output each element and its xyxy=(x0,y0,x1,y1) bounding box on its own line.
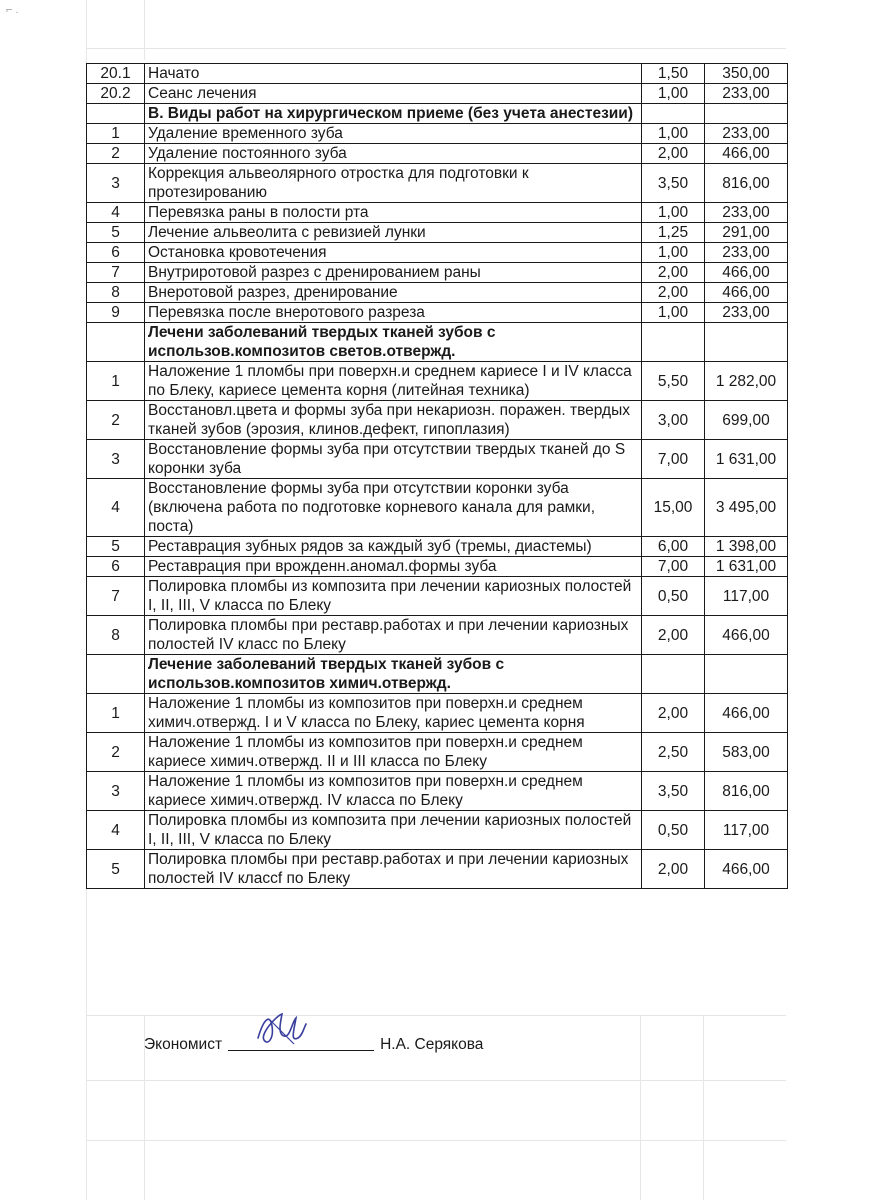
service-name-cell: Перевязка после внеротового разреза xyxy=(145,303,642,323)
price-cell: 117,00 xyxy=(705,577,788,616)
price-cell: 233,00 xyxy=(705,303,788,323)
service-name-cell: Реставрация при врожденн.аномал.формы зуба xyxy=(145,557,642,577)
price-cell: 1 631,00 xyxy=(705,557,788,577)
table-row xyxy=(87,557,788,577)
price-cell: 466,00 xyxy=(705,694,788,733)
table-row xyxy=(87,362,788,401)
service-name-cell: Восстановление формы зуба при отсутствии коронки зуба (включена работа по подготовке корневого канала для рамки, поста) xyxy=(145,479,642,537)
coefficient-cell: 0,50 xyxy=(642,811,705,850)
service-name-cell: Восстановл.цвета и формы зуба при некариозн. поражен. твердых тканей зубов (эрозия, клинов.дефект, гипоплазия) xyxy=(145,401,642,440)
coefficient-cell: 2,00 xyxy=(642,850,705,889)
service-name-cell: Удаление временного зуба xyxy=(145,124,642,144)
table-row xyxy=(87,537,788,557)
row-number-cell: 2 xyxy=(87,401,145,440)
service-name-cell: Наложение 1 пломбы из композитов при поверхн.и среднем химич.отвержд. I и V класса по Блеку, кариес цемента корня xyxy=(145,694,642,733)
coefficient-cell: 1,00 xyxy=(642,303,705,323)
service-name-cell: Лечени заболеваний твердых тканей зубов с использов.композитов светов.отвержд. xyxy=(145,323,642,362)
coefficient-cell: 1,00 xyxy=(642,124,705,144)
service-name-cell: Внеротовой разрез, дренирование xyxy=(145,283,642,303)
table-row xyxy=(87,694,788,733)
coefficient-cell: 7,00 xyxy=(642,440,705,479)
price-cell xyxy=(705,655,788,694)
coefficient-cell: 2,00 xyxy=(642,144,705,164)
handwritten-signature xyxy=(250,1008,310,1052)
service-name-cell: Лечение альвеолита с ревизией лунки xyxy=(145,223,642,243)
price-table xyxy=(86,63,788,889)
signature-block xyxy=(144,1030,483,1054)
price-table-body xyxy=(87,64,788,889)
service-name-cell: Перевязка раны в полости рта xyxy=(145,203,642,223)
table-row xyxy=(87,144,788,164)
price-cell: 291,00 xyxy=(705,223,788,243)
service-name-cell: Коррекция альвеолярного отростка для подготовки к протезированию xyxy=(145,164,642,203)
service-name-cell: Полировка пломбы при реставр.работах и при лечении кариозных полостей IV класс по Блеку xyxy=(145,616,642,655)
row-number-cell: 6 xyxy=(87,557,145,577)
price-cell: 466,00 xyxy=(705,283,788,303)
row-number-cell xyxy=(87,655,145,694)
price-cell xyxy=(705,323,788,362)
section-header-row xyxy=(87,323,788,362)
bleed-through-line xyxy=(703,1015,704,1200)
section-header-row xyxy=(87,655,788,694)
row-number-cell: 20.2 xyxy=(87,84,145,104)
coefficient-cell xyxy=(642,323,705,362)
row-number-cell: 9 xyxy=(87,303,145,323)
table-row xyxy=(87,64,788,84)
coefficient-cell xyxy=(642,104,705,124)
table-row xyxy=(87,164,788,203)
table-row xyxy=(87,577,788,616)
bleed-through-line xyxy=(86,48,786,49)
price-cell: 699,00 xyxy=(705,401,788,440)
row-number-cell: 7 xyxy=(87,263,145,283)
table-row xyxy=(87,283,788,303)
table-row xyxy=(87,850,788,889)
table-row xyxy=(87,772,788,811)
row-number-cell xyxy=(87,323,145,362)
service-name-cell: Удаление постоянного зуба xyxy=(145,144,642,164)
signatory-name: Н.А. Серякова xyxy=(380,1036,484,1053)
bleed-through-line xyxy=(640,1015,641,1200)
bleed-through-line xyxy=(86,1080,786,1081)
price-cell: 466,00 xyxy=(705,144,788,164)
price-cell: 1 282,00 xyxy=(705,362,788,401)
coefficient-cell: 1,25 xyxy=(642,223,705,243)
row-number-cell: 4 xyxy=(87,203,145,223)
bleed-through-mark: ⌐ . xyxy=(6,4,19,16)
coefficient-cell: 1,50 xyxy=(642,64,705,84)
table-row xyxy=(87,733,788,772)
table-row xyxy=(87,124,788,144)
row-number-cell: 8 xyxy=(87,283,145,303)
bleed-through-line xyxy=(86,1140,786,1141)
service-name-cell: Полировка пломбы при реставр.работах и при лечении кариозных полостей IV классf по Блеку xyxy=(145,850,642,889)
coefficient-cell: 7,00 xyxy=(642,557,705,577)
service-name-cell: Восстановление формы зуба при отсутствии твердых тканей до S коронки зуба xyxy=(145,440,642,479)
table-row xyxy=(87,84,788,104)
table-row xyxy=(87,479,788,537)
coefficient-cell: 2,00 xyxy=(642,694,705,733)
row-number-cell: 3 xyxy=(87,772,145,811)
coefficient-cell: 1,00 xyxy=(642,243,705,263)
table-row xyxy=(87,203,788,223)
signatory-title: Экономист xyxy=(144,1036,223,1053)
coefficient-cell: 2,00 xyxy=(642,283,705,303)
row-number-cell: 4 xyxy=(87,811,145,850)
table-row xyxy=(87,811,788,850)
service-name-cell: Остановка кровотечения xyxy=(145,243,642,263)
price-cell: 3 495,00 xyxy=(705,479,788,537)
price-cell: 1 398,00 xyxy=(705,537,788,557)
price-cell: 233,00 xyxy=(705,243,788,263)
row-number-cell: 8 xyxy=(87,616,145,655)
row-number-cell: 3 xyxy=(87,440,145,479)
coefficient-cell: 2,00 xyxy=(642,263,705,283)
row-number-cell: 5 xyxy=(87,537,145,557)
section-header-row xyxy=(87,104,788,124)
price-cell: 233,00 xyxy=(705,84,788,104)
service-name-cell: В. Виды работ на хирургическом приеме (без учета анестезии) xyxy=(145,104,642,124)
row-number-cell: 1 xyxy=(87,362,145,401)
service-name-cell: Наложение 1 пломбы из композитов при поверхн.и среднем кариесе химич.отвержд. IV класса по Блеку xyxy=(145,772,642,811)
row-number-cell xyxy=(87,104,145,124)
price-cell: 233,00 xyxy=(705,203,788,223)
bleed-through-line xyxy=(144,0,145,60)
price-cell: 466,00 xyxy=(705,850,788,889)
price-cell: 466,00 xyxy=(705,263,788,283)
row-number-cell: 5 xyxy=(87,850,145,889)
service-name-cell: Сеанс лечения xyxy=(145,84,642,104)
coefficient-cell: 1,00 xyxy=(642,203,705,223)
price-cell: 816,00 xyxy=(705,164,788,203)
row-number-cell: 7 xyxy=(87,577,145,616)
bleed-through-line xyxy=(86,1015,786,1016)
price-cell: 350,00 xyxy=(705,64,788,84)
coefficient-cell: 5,50 xyxy=(642,362,705,401)
row-number-cell: 2 xyxy=(87,144,145,164)
coefficient-cell: 3,50 xyxy=(642,164,705,203)
row-number-cell: 20.1 xyxy=(87,64,145,84)
price-cell: 583,00 xyxy=(705,733,788,772)
service-name-cell: Полировка пломбы из композита при лечении кариозных полостей I, II, III, V класса по Блеку xyxy=(145,577,642,616)
signature-line xyxy=(228,1030,374,1051)
service-name-cell: Полировка пломбы из композита при лечении кариозных полостей I, II, III, V класса по Блеку xyxy=(145,811,642,850)
row-number-cell: 2 xyxy=(87,733,145,772)
price-cell: 117,00 xyxy=(705,811,788,850)
service-name-cell: Лечение заболеваний твердых тканей зубов с использов.композитов химич.отвержд. xyxy=(145,655,642,694)
row-number-cell: 6 xyxy=(87,243,145,263)
coefficient-cell: 3,00 xyxy=(642,401,705,440)
price-cell xyxy=(705,104,788,124)
row-number-cell: 1 xyxy=(87,694,145,733)
price-cell: 233,00 xyxy=(705,124,788,144)
coefficient-cell: 2,50 xyxy=(642,733,705,772)
service-name-cell: Наложение 1 пломбы из композитов при поверхн.и среднем кариесе химич.отвержд. II и III класса по Блеку xyxy=(145,733,642,772)
price-cell: 1 631,00 xyxy=(705,440,788,479)
coefficient-cell: 0,50 xyxy=(642,577,705,616)
table-row xyxy=(87,263,788,283)
table-row xyxy=(87,223,788,243)
table-row xyxy=(87,243,788,263)
price-cell: 816,00 xyxy=(705,772,788,811)
service-name-cell: Наложение 1 пломбы при поверхн.и среднем кариесе I и IV класса по Блеку, кариесе цемента корня (литейная техника) xyxy=(145,362,642,401)
price-cell: 466,00 xyxy=(705,616,788,655)
coefficient-cell: 2,00 xyxy=(642,616,705,655)
service-name-cell: Внутриротовой разрез с дренированием раны xyxy=(145,263,642,283)
coefficient-cell xyxy=(642,655,705,694)
coefficient-cell: 3,50 xyxy=(642,772,705,811)
table-row xyxy=(87,401,788,440)
row-number-cell: 3 xyxy=(87,164,145,203)
coefficient-cell: 1,00 xyxy=(642,84,705,104)
row-number-cell: 4 xyxy=(87,479,145,537)
coefficient-cell: 15,00 xyxy=(642,479,705,537)
row-number-cell: 5 xyxy=(87,223,145,243)
row-number-cell: 1 xyxy=(87,124,145,144)
service-name-cell: Начато xyxy=(145,64,642,84)
service-name-cell: Реставрация зубных рядов за каждый зуб (тремы, диастемы) xyxy=(145,537,642,557)
coefficient-cell: 6,00 xyxy=(642,537,705,557)
table-row xyxy=(87,616,788,655)
table-row xyxy=(87,440,788,479)
table-row xyxy=(87,303,788,323)
